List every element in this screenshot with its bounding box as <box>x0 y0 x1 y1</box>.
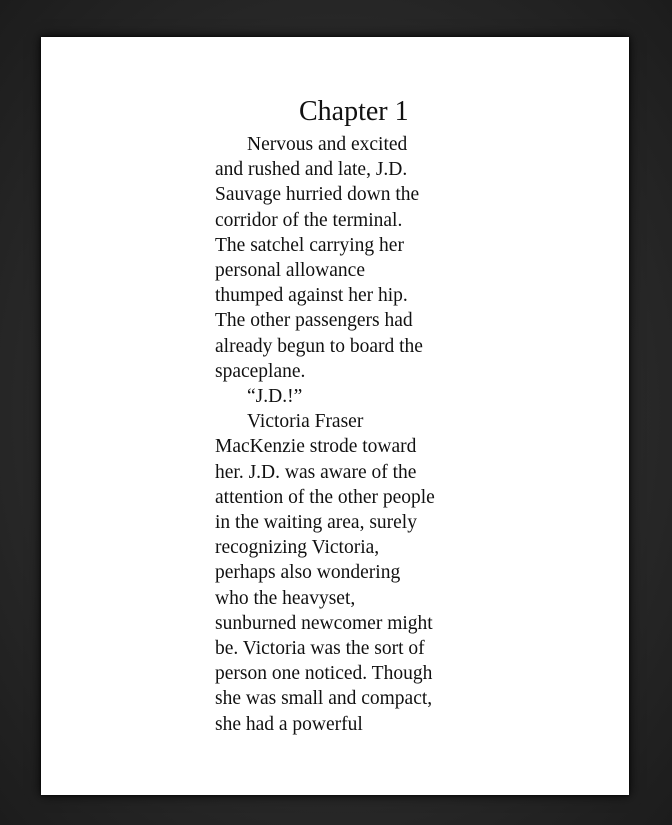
chapter-title: Chapter 1 <box>299 96 409 127</box>
text-line: Sauvage hurried down the <box>215 184 420 206</box>
text-line: spaceplane. <box>215 360 306 382</box>
text-column <box>215 95 460 737</box>
text-line: recognizing Victoria, <box>215 537 380 559</box>
text-line: The other passengers had <box>215 310 413 332</box>
text-line: Nervous and excited <box>247 134 408 155</box>
text-line: perhaps also wondering <box>215 562 401 584</box>
text-line: personal allowance <box>215 260 365 282</box>
text-line: Victoria Fraser <box>247 411 364 433</box>
text-line: person one noticed. Though <box>215 663 433 685</box>
text-line: MacKenzie strode toward <box>215 436 417 458</box>
text-line: The satchel carrying her <box>215 234 404 256</box>
text-line: thumped against her hip. <box>215 285 408 307</box>
text-line: she was small and compact, <box>215 688 433 710</box>
body-text <box>215 132 460 737</box>
text-line: who the heavyset, <box>215 587 356 609</box>
text-line: “J.D.!” <box>247 386 303 408</box>
text-line: corridor of the terminal. <box>215 209 403 231</box>
document-page <box>41 37 629 795</box>
text-line: she had a powerful <box>215 713 363 735</box>
text-line: in the waiting area, surely <box>215 512 417 534</box>
text-line: her. J.D. was aware of the <box>215 461 417 483</box>
text-line: and rushed and late, J.D. <box>215 159 408 181</box>
text-line: attention of the other people <box>215 486 435 508</box>
text-line: already begun to board the <box>215 335 423 357</box>
text-line: be. Victoria was the sort of <box>215 638 425 660</box>
text-line: sunburned newcomer might <box>215 612 433 634</box>
